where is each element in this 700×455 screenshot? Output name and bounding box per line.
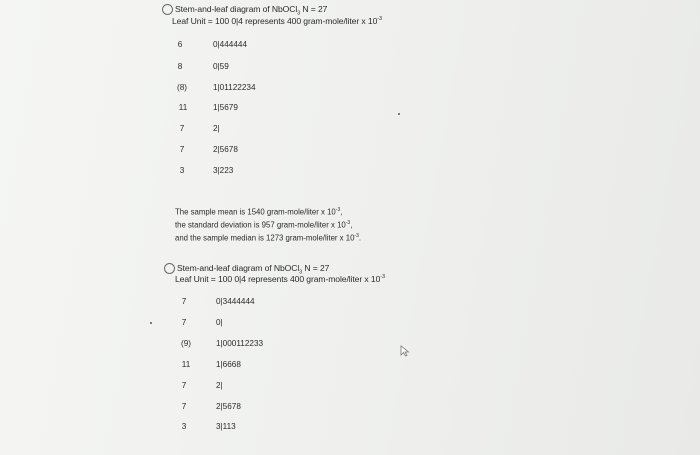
radio-button-option-1[interactable] [162, 4, 173, 15]
stem-leaf-value: 1|6668 [216, 360, 241, 369]
stem-leaf-value: 2|5678 [216, 402, 241, 411]
option-2-title-subscript: 3 [299, 269, 303, 276]
option-1-leaf-unit-exponent: -3 [377, 16, 382, 23]
summary-median-text: and the sample median is 1273 gram-mole/liter x 10 [175, 233, 355, 243]
summary-median-exponent: -3 [354, 233, 359, 240]
option-1-title-suffix: N = 27 [300, 4, 328, 14]
stem-leaf-value: 0|59 [213, 62, 229, 71]
stem-leaf-value: 2| [213, 124, 220, 133]
depth-value: 7 [181, 402, 187, 411]
stem-leaf-value: 3|223 [213, 166, 234, 175]
depth-value: (9) [180, 339, 191, 348]
summary-median-end: . [358, 233, 362, 243]
summary-median-line [175, 231, 361, 244]
dust-speck [398, 113, 400, 115]
stem-leaf-value: 1|01122234 [213, 83, 256, 92]
depth-value: 7 [181, 297, 187, 306]
depth-value: 3 [181, 422, 187, 431]
option-1-title-subscript: 3 [297, 10, 301, 17]
summary-std-line [175, 218, 361, 231]
depth-value: 11 [181, 360, 191, 369]
stem-leaf-value: 0|3444444 [216, 297, 255, 306]
option-2-leaf-unit-text: Leaf Unit = 100 0|4 represents 400 gram-mole/liter x 10 [175, 274, 381, 284]
summary-std-text: the standard deviation is 957 gram-mole/liter x 10 [175, 220, 346, 230]
stem-leaf-value: 2| [216, 381, 223, 390]
stem-leaf-value: 0|444444 [213, 40, 248, 49]
option-2-title-prefix: Stem-and-leaf diagram of NbOCl [177, 263, 300, 273]
depth-value: (8) [176, 83, 187, 92]
summary-std-exponent: -3 [345, 220, 351, 227]
option-1-leaf-unit [172, 16, 382, 26]
stem-leaf-value: 0| [216, 318, 223, 327]
summary-std-end: , [350, 220, 353, 230]
depth-value: 11 [178, 103, 188, 112]
summary-mean-text: The sample mean is 1540 gram-mole/liter x 10 [175, 207, 336, 217]
summary-mean-end: , [340, 207, 343, 217]
dust-speck [150, 322, 152, 324]
depth-value: 7 [181, 318, 187, 327]
option-2-leaf-unit [175, 274, 385, 284]
stem-leaf-value: 1|5679 [213, 103, 238, 112]
option-2-leaf-unit-exponent: -3 [380, 274, 385, 281]
option-1-leaf-unit-text: Leaf Unit = 100 0|4 represents 400 gram-mole/liter x 10 [172, 16, 378, 26]
option-2-title-suffix: N = 27 [302, 263, 330, 273]
depth-value: 8 [177, 62, 183, 71]
depth-value: 3 [179, 166, 185, 175]
summary-mean-line [175, 205, 361, 218]
depth-value: 7 [181, 381, 187, 390]
mouse-cursor-icon [400, 345, 412, 357]
depth-value: 7 [179, 124, 185, 133]
option-1-title-prefix: Stem-and-leaf diagram of NbOCl [175, 4, 298, 14]
depth-value: 7 [179, 145, 185, 154]
stem-leaf-value: 3|113 [216, 422, 236, 431]
option-1-title [175, 4, 327, 17]
stem-leaf-value: 1|000112233 [216, 339, 264, 348]
summary-mean-exponent: -3 [335, 207, 341, 213]
stem-leaf-value: 2|5678 [213, 145, 238, 154]
radio-button-option-2[interactable] [164, 263, 175, 274]
depth-value: 6 [177, 40, 183, 49]
summary-statistics [175, 205, 361, 244]
